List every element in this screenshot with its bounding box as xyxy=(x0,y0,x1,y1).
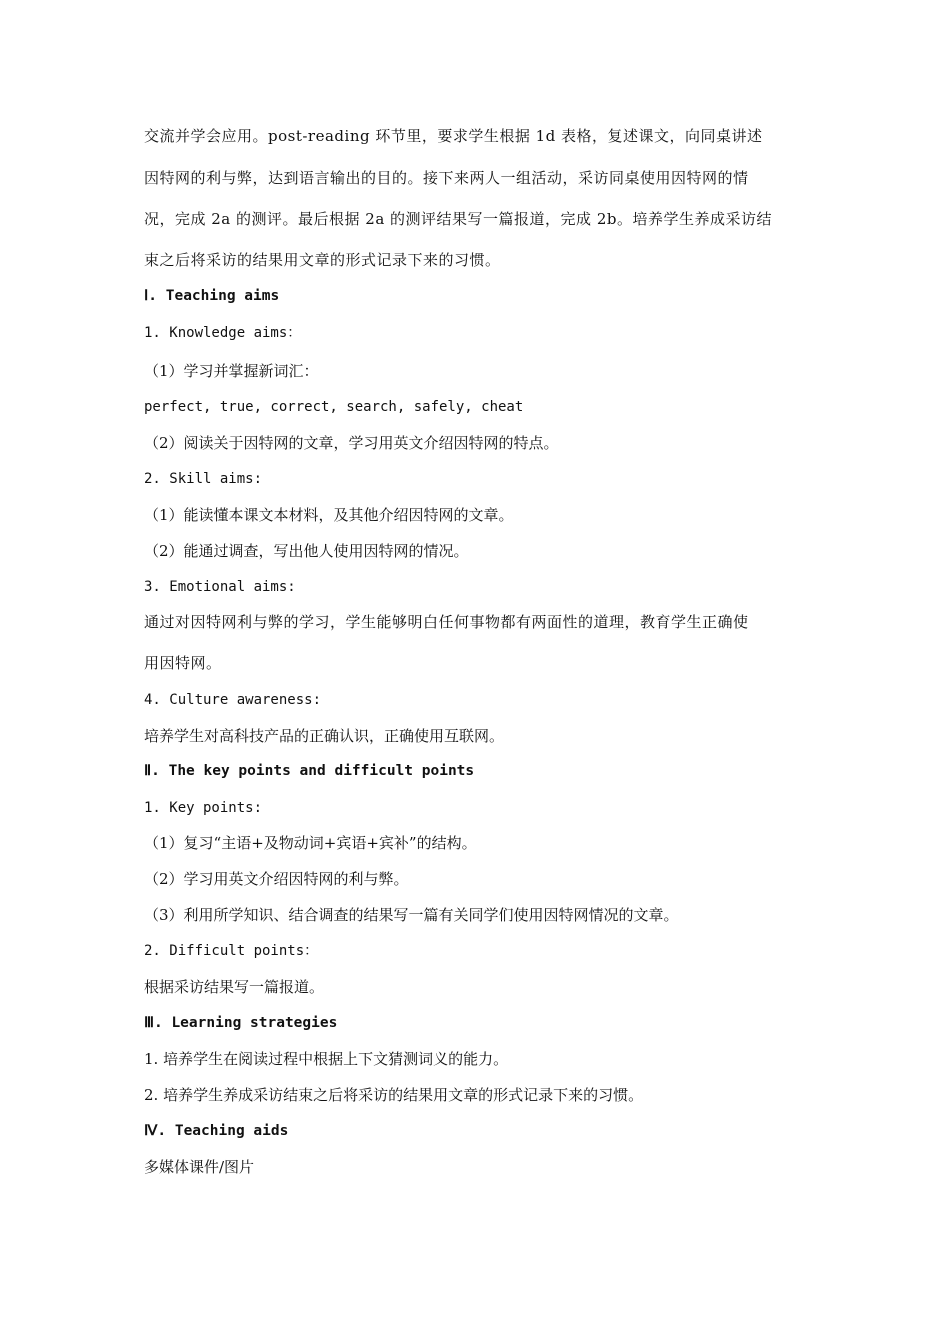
key-point-3: （3）利用所学知识、结合调查的结果写一篇有关同学们使用因特网情况的文章。 xyxy=(144,906,679,924)
difficult-point-1: 根据采访结果写一篇报道。 xyxy=(144,978,325,996)
section-heading-teaching-aids: Ⅳ. Teaching aids xyxy=(144,1123,289,1139)
culture-awareness-text: 培养学生对高科技产品的正确认识，正确使用互联网。 xyxy=(144,727,505,745)
intro-line-2: 因特网的利与弊，达到语言输出的目的。接下来两人一组活动，采访同桌使用因特网的情 xyxy=(144,169,749,187)
section-heading-key-points: Ⅱ. The key points and difficult points xyxy=(144,763,475,779)
intro-line-4: 束之后将采访的结果用文章的形式记录下来的习惯。 xyxy=(144,251,501,269)
knowledge-aim-1: （1）学习并掌握新词汇： xyxy=(144,362,319,380)
vocabulary-words: perfect, true, correct, search, safely, cheat xyxy=(144,399,524,415)
emotional-aim-line-1: 通过对因特网利与弊的学习，学生能够明白任何事物都有两面性的道理，教育学生正确使 xyxy=(144,613,749,631)
section-heading-teaching-aims: Ⅰ. Teaching aims xyxy=(144,288,280,304)
learning-strategy-1: 1. 培养学生在阅读过程中根据上下文猜测词义的能力。 xyxy=(144,1050,509,1068)
key-point-1: （1）复习“主语+及物动词+宾语+宾补”的结构。 xyxy=(144,834,477,852)
section-heading-learning-strategies: Ⅲ. Learning strategies xyxy=(144,1015,338,1031)
knowledge-aim-2: （2）阅读关于因特网的文章，学习用英文介绍因特网的特点。 xyxy=(144,434,559,452)
learning-strategy-2: 2. 培养学生养成采访结束之后将采访的结果用文章的形式记录下来的习惯。 xyxy=(144,1086,644,1104)
skill-aim-1: （1）能读懂本课文本材料，及其他介绍因特网的文章。 xyxy=(144,506,514,524)
emotional-aims-label: 3. Emotional aims: xyxy=(144,579,296,595)
difficult-points-label: 2. Difficult points： xyxy=(144,943,319,959)
key-points-label: 1. Key points: xyxy=(144,800,263,816)
intro-line-1: 交流并学会应用。post-reading 环节里，要求学生根据 1d 表格，复述课文，向同桌讲述 xyxy=(144,127,763,145)
knowledge-aims-label: 1. Knowledge aims： xyxy=(144,325,302,341)
intro-line-3: 况，完成 2a 的测评。最后根据 2a 的测评结果写一篇报道，完成 2b。培养学生养成采访结 xyxy=(144,210,772,228)
emotional-aim-line-2: 用因特网。 xyxy=(144,654,222,672)
culture-awareness-label: 4. Culture awareness: xyxy=(144,692,322,708)
skill-aims-label: 2. Skill aims: xyxy=(144,471,263,487)
key-point-2: （2）学习用英文介绍因特网的利与弊。 xyxy=(144,870,409,888)
teaching-aids-text: 多媒体课件/图片 xyxy=(144,1158,255,1176)
skill-aim-2: （2）能通过调查，写出他人使用因特网的情况。 xyxy=(144,542,469,560)
